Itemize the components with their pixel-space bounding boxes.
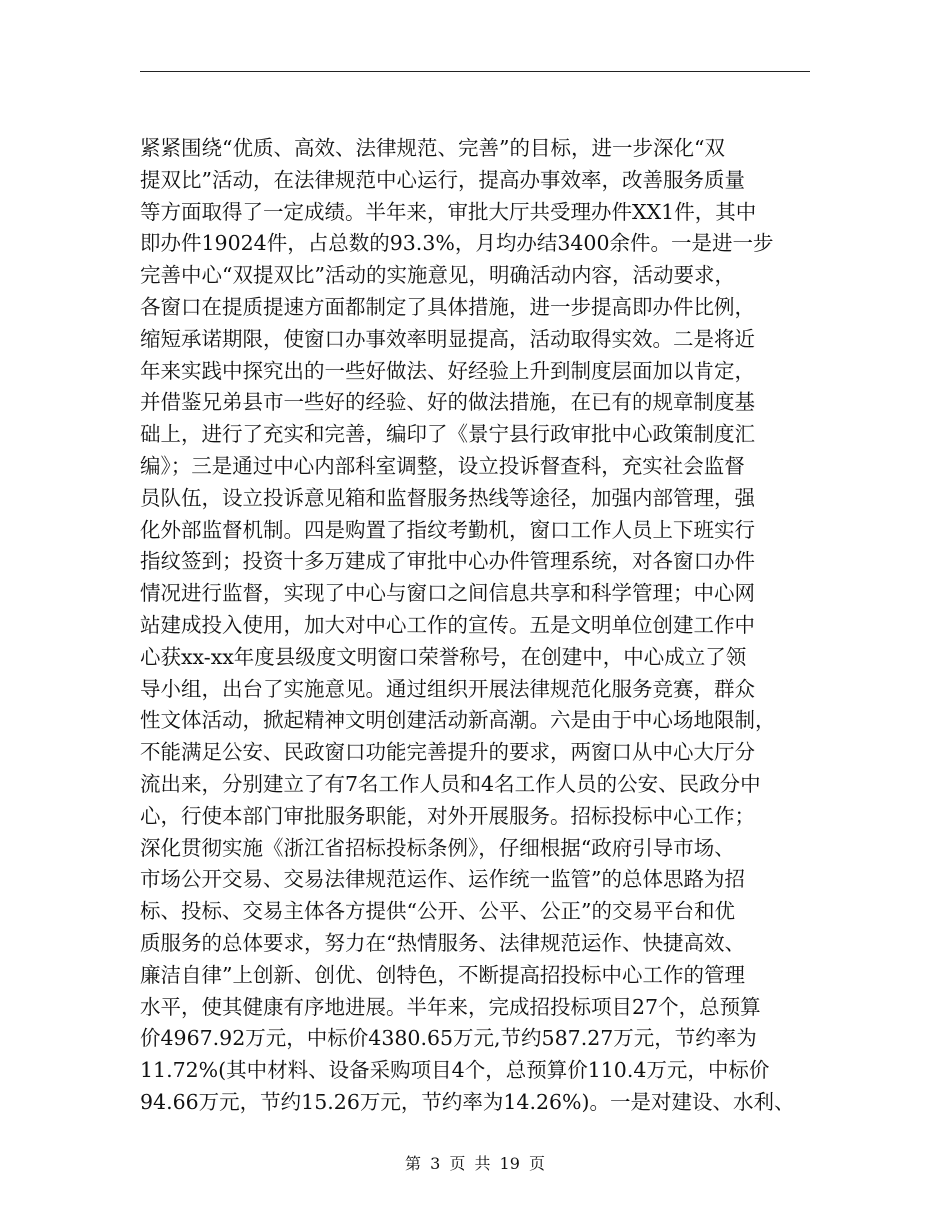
text-line: 缩短承诺期限，使窗口办事效率明显提高，活动取得实效。二是将近 xyxy=(140,326,755,351)
text-line: 心，行使本部门审批服务职能，对外开展服务。招标投标中心工作； xyxy=(140,803,755,828)
text-line: 廉洁自律”上创新、创优、创特色，不断提高招投标中心工作的管理 xyxy=(140,962,745,987)
text-line: 11.72%(其中材料、设备采购项目4个，总预算价110.4万元，中标价 xyxy=(140,1058,770,1083)
text-line: 性文体活动，掀起精神文明创建活动新高潮。六是由于中心场地限制， xyxy=(140,708,776,733)
text-line: 等方面取得了一定成绩。半年来，审批大厅共受理办件XX1件，其中 xyxy=(140,199,757,224)
text-line: 站建成投入使用，加大对中心工作的宣传。五是文明单位创建工作中 xyxy=(140,612,755,637)
text-line: 标、投标、交易主体各方提供“公开、公平、公正”的交易平台和优 xyxy=(140,899,735,924)
text-line: 导小组，出台了实施意见。通过组织开展法律规范化服务竞赛，群众 xyxy=(140,676,755,701)
text-line: 紧紧围绕“优质、高效、法律规范、完善”的目标，进一步深化“双 xyxy=(140,136,725,160)
text-line: 完善中心“双提双比”活动的实施意见，明确活动内容，活动要求， xyxy=(140,263,735,288)
text-line: 深化贯彻实施《浙江省招标投标条例》，仔细根据“政府引导市场、 xyxy=(140,835,735,860)
text-line: 化外部监督机制。四是购置了指纹考勤机，窗口工作人员上下班实行 xyxy=(140,517,755,542)
text-line: 不能满足公安、民政窗口功能完善提升的要求，两窗口从中心大厅分 xyxy=(140,740,755,765)
header-rule xyxy=(140,71,810,72)
text-line: 即办件19024件，占总数的93.3%，月均办结3400余件。一是进一步 xyxy=(140,231,774,256)
text-line: 质服务的总体要求，努力在“热情服务、法律规范运作、快捷高效、 xyxy=(140,930,745,955)
text-line: 价4967.92万元，中标价4380.65万元,节约587.27万元，节约率为 xyxy=(140,1026,757,1051)
text-line: 各窗口在提质提速方面都制定了具体措施，进一步提高即办件比例， xyxy=(140,294,755,319)
text-line: 水平，使其健康有序地进展。半年来，完成招投标项目27个，总预算 xyxy=(140,994,761,1019)
text-line: 市场公开交易、交易法律规范运作、运作统一监管”的总体思路为招 xyxy=(140,867,745,892)
text-line: 流出来，分别建立了有7名工作人员和4名工作人员的公安、民政分中 xyxy=(140,771,761,796)
text-line: 并借鉴兄弟县市一些好的经验、好的做法措施，在已有的规章制度基 xyxy=(140,390,755,415)
text-line: 础上，进行了充实和完善，编印了《景宁县行政审批中心政策制度汇 xyxy=(140,422,755,447)
text-line: 提双比”活动，在法律规范中心运行，提高办事效率，改善服务质量 xyxy=(140,167,745,192)
text-line: 心获xx-xx年度县级度文明窗口荣誉称号，在创建中，中心成立了领 xyxy=(140,644,747,669)
text-line: 员队伍，设立投诉意见箱和监督服务热线等途径，加强内部管理，强 xyxy=(140,485,755,510)
text-line: 94.66万元，节约15.26万元，节约率为14.26%)。一是对建设、水利、 xyxy=(140,1089,795,1114)
body-paragraph xyxy=(140,133,820,1119)
page-number: 第 3 页 共 19 页 xyxy=(405,1154,545,1173)
text-line: 情况进行监督，实现了中心与窗口之间信息共享和科学管理；中心网 xyxy=(140,581,755,606)
text-line: 指纹签到；投资十多万建成了审批中心办件管理系统，对各窗口办件 xyxy=(140,549,755,574)
text-line: 年来实践中探究出的一些好做法、好经验上升到制度层面加以肯定， xyxy=(140,358,755,383)
text-line: 编》；三是通过中心内部科室调整，设立投诉督查科，充实社会监督 xyxy=(140,453,745,478)
